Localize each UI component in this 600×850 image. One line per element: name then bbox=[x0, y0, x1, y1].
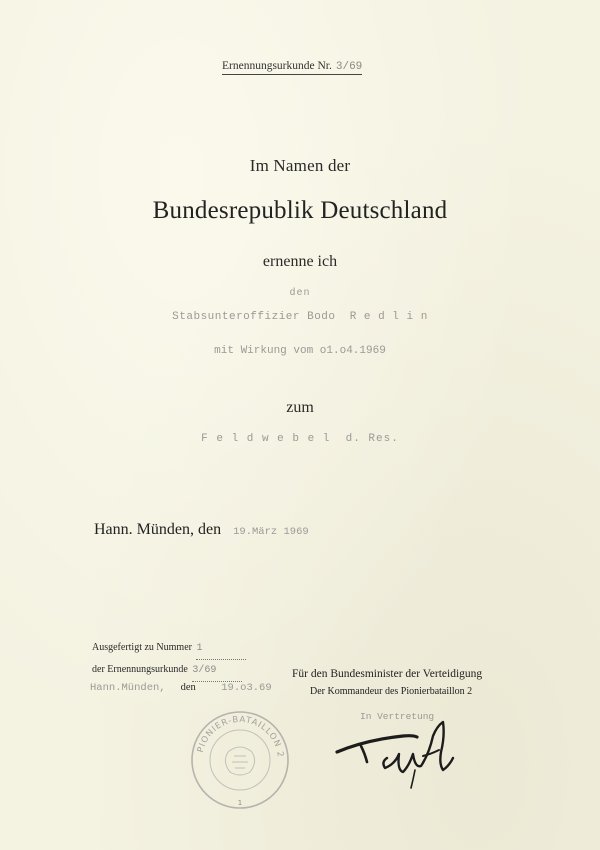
issued-value: 1 bbox=[196, 639, 246, 660]
handwritten-signature bbox=[325, 710, 465, 800]
place-date-value: 19.März 1969 bbox=[233, 526, 309, 538]
person-line: Stabsunteroffizier Bodo R e d l i n bbox=[172, 311, 428, 323]
official-seal-stamp bbox=[188, 708, 292, 812]
effective-date-line: mit Wirkung vom o1.o4.1969 bbox=[214, 345, 386, 357]
place-date-line bbox=[94, 521, 309, 539]
issued-label: Ausgefertigt zu Nummer bbox=[92, 642, 192, 653]
copy-date-value: 19.o3.69 bbox=[221, 682, 272, 694]
copy-den-label: den bbox=[180, 682, 196, 693]
svg-text:PIONIER-BATAILLON 2 bbox=[196, 715, 285, 759]
copy-info-block bbox=[92, 638, 246, 682]
deputy-line: In Vertretung bbox=[360, 711, 435, 722]
seal-number: 1 bbox=[237, 799, 243, 807]
certificate-value: 3/69 bbox=[192, 661, 242, 682]
rank-line: F e l d w e b e l d. Res. bbox=[201, 433, 399, 445]
certificate-row bbox=[92, 660, 246, 682]
commander-line: Der Kommandeur des Pionierbataillon 2 bbox=[310, 686, 473, 697]
document-number-underline bbox=[222, 74, 362, 75]
seal-text: PIONIER-BATAILLON 2 bbox=[195, 714, 286, 759]
document-number bbox=[222, 60, 362, 73]
name-line: Im Namen der bbox=[249, 156, 351, 175]
minister-line: Für den Bundesminister der Verteidigung bbox=[292, 668, 483, 680]
copy-place-row bbox=[90, 682, 272, 694]
document-number-label: Ernennungsurkunde Nr. bbox=[222, 60, 332, 72]
zum-line: zum bbox=[286, 399, 314, 416]
issued-row bbox=[92, 638, 246, 660]
place-label: Hann. Münden, den bbox=[94, 521, 222, 538]
den-line: den bbox=[289, 288, 311, 299]
appoint-line: ernenne ich bbox=[262, 253, 338, 270]
country-title: Bundesrepublik Deutschland bbox=[152, 197, 448, 224]
certificate-label: der Ernennungsurkunde bbox=[92, 664, 188, 675]
copy-place-value: Hann.Münden, bbox=[90, 682, 166, 694]
document-number-value: 3/69 bbox=[335, 61, 363, 73]
